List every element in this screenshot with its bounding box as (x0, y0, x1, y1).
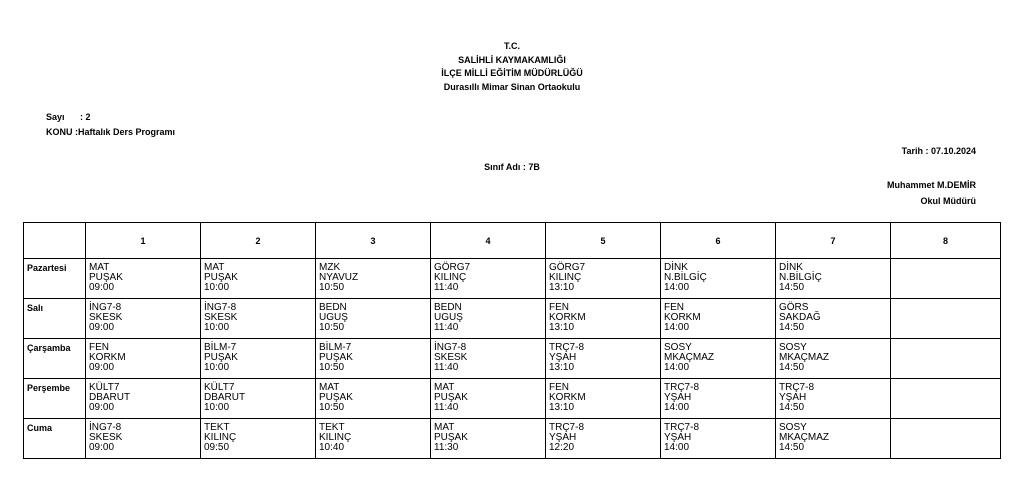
header-mudurluk: İLÇE MİLLİ EĞİTİM MÜDÜRLÜĞÜ (441, 68, 583, 78)
teacher-name: MKAÇMAZ (779, 352, 829, 363)
lesson-cell (86, 419, 201, 459)
lesson-code: MAT (434, 382, 455, 393)
lesson-code: TRÇ7-8 (779, 382, 815, 393)
day-cell: Çarşamba (24, 339, 86, 379)
lesson-time: 14:50 (779, 362, 805, 373)
header-cell-period: 8 (891, 223, 1001, 259)
lesson-code: TRÇ7-8 (549, 342, 585, 353)
teacher-name: SKESK (89, 432, 123, 443)
konu-value: :Haftalık Ders Programı (75, 127, 176, 137)
lesson-cell (661, 299, 776, 339)
signer-name: Muhammet M.DEMİR (886, 180, 976, 190)
teacher-name: NYAVUZ (319, 272, 359, 283)
table-row (24, 299, 1001, 339)
lesson-code: TRÇ7-8 (549, 422, 585, 433)
lesson-cell (776, 259, 891, 299)
lesson-time: 10:00 (204, 402, 230, 413)
teacher-name: MKAÇMAZ (664, 352, 714, 363)
lesson-cell (546, 339, 661, 379)
day-cell: Perşembe (24, 379, 86, 419)
lesson-time: 14:50 (779, 402, 805, 413)
lesson-code: MAT (434, 422, 455, 433)
lesson-cell (776, 339, 891, 379)
teacher-name: PUŞAK (319, 352, 353, 363)
lesson-cell (546, 299, 661, 339)
lesson-code: TEKT (204, 422, 230, 433)
lesson-time: 11:40 (434, 362, 459, 373)
lesson-code: SOSY (664, 342, 692, 353)
lesson-time: 11:40 (434, 322, 459, 333)
lesson-cell (316, 299, 431, 339)
lesson-cell (201, 379, 316, 419)
lesson-cell (776, 299, 891, 339)
lesson-cell (891, 419, 1001, 459)
lesson-time: 09:50 (204, 442, 230, 453)
lesson-time: 13:10 (549, 322, 575, 333)
sayi-label: Sayı (46, 112, 65, 122)
table-row (24, 339, 1001, 379)
header-cell-period: 7 (776, 223, 891, 259)
teacher-name: PUŞAK (204, 272, 238, 283)
lesson-time: 14:50 (779, 442, 805, 453)
lesson-cell (86, 339, 201, 379)
table-row (24, 419, 1001, 459)
lesson-code: MAT (319, 382, 340, 393)
teacher-name: N.BİLGİÇ (664, 272, 707, 283)
lesson-code: İNG7-8 (204, 302, 237, 313)
lesson-time: 14:00 (664, 322, 690, 333)
teacher-name: DBARUT (204, 392, 246, 403)
header-cell-period: 5 (546, 223, 661, 259)
lesson-code: SOSY (779, 342, 807, 353)
konu-label: KONU (46, 127, 73, 137)
day-cell: Pazartesi (24, 259, 86, 299)
lesson-cell (86, 259, 201, 299)
header-cell-corner (24, 223, 86, 259)
header-row (24, 223, 1001, 259)
lesson-code: GÖRS (779, 302, 809, 313)
teacher-name: YŞAH (549, 352, 577, 363)
table-row (24, 379, 1001, 419)
lesson-time: 09:00 (89, 362, 115, 373)
teacher-name: KILINÇ (319, 432, 352, 443)
lesson-code: TEKT (319, 422, 345, 433)
teacher-name: KORKM (664, 312, 701, 323)
lesson-code: FEN (664, 302, 684, 313)
lesson-code: İNG7-8 (434, 342, 467, 353)
lesson-time: 10:40 (319, 442, 345, 453)
lesson-time: 10:50 (319, 322, 345, 333)
lesson-time: 14:50 (779, 322, 805, 333)
sayi-line (46, 112, 91, 122)
lesson-cell (201, 339, 316, 379)
lesson-time: 14:00 (664, 282, 690, 293)
lesson-cell (661, 259, 776, 299)
lesson-time: 14:00 (664, 362, 690, 373)
lesson-code: BEDN (434, 302, 462, 313)
lesson-cell (316, 379, 431, 419)
lesson-time: 12:20 (549, 442, 575, 453)
lesson-code: GÖRG7 (434, 262, 471, 273)
lesson-cell (661, 379, 776, 419)
teacher-name: KORKM (549, 392, 586, 403)
schedule-table (23, 222, 1001, 459)
lesson-code: TRÇ7-8 (664, 382, 700, 393)
lesson-time: 09:00 (89, 402, 115, 413)
teacher-name: KILINÇ (549, 272, 582, 283)
header-tc: T.C. (503, 41, 520, 51)
lesson-time: 13:10 (549, 282, 575, 293)
teacher-name: YŞAH (779, 392, 807, 403)
lesson-code: GÖRG7 (549, 262, 586, 273)
konu-line (46, 127, 175, 137)
lesson-code: BİLM-7 (319, 342, 352, 353)
teacher-name: UGUŞ (434, 312, 463, 323)
teacher-name: YŞAH (664, 432, 692, 443)
teacher-name: PUŞAK (434, 392, 468, 403)
header-cell-period: 1 (86, 223, 201, 259)
lesson-code: İNG7-8 (89, 422, 122, 433)
lesson-code: SOSY (779, 422, 807, 433)
teacher-name: SKESK (89, 312, 123, 323)
lesson-cell (661, 419, 776, 459)
lesson-code: KÜLT7 (204, 382, 235, 393)
date: Tarih : 07.10.2024 (901, 146, 976, 156)
lesson-time: 13:10 (549, 362, 575, 373)
teacher-name: KILINÇ (204, 432, 237, 443)
class-name: Sınıf Adı : 7B (484, 162, 540, 172)
lesson-cell (546, 379, 661, 419)
lesson-time: 10:50 (319, 282, 345, 293)
header-cell-period: 6 (661, 223, 776, 259)
lesson-code: MAT (89, 262, 110, 273)
lesson-cell (431, 379, 546, 419)
lesson-time: 14:00 (664, 442, 690, 453)
lesson-cell (431, 339, 546, 379)
lesson-code: FEN (549, 382, 569, 393)
teacher-name: YŞAH (549, 432, 577, 443)
lesson-code: BEDN (319, 302, 347, 313)
lesson-time: 14:00 (664, 402, 690, 413)
teacher-name: PUŞAK (89, 272, 123, 283)
lesson-cell (661, 339, 776, 379)
header-cell-period: 2 (201, 223, 316, 259)
teacher-name: KORKM (549, 312, 586, 323)
lesson-code: İNG7-8 (89, 302, 122, 313)
lesson-cell (431, 259, 546, 299)
lesson-time: 10:50 (319, 362, 345, 373)
lesson-code: MZK (319, 262, 341, 273)
lesson-cell (86, 299, 201, 339)
lesson-time: 10:00 (204, 322, 230, 333)
lesson-cell (316, 419, 431, 459)
header-cell-period: 4 (431, 223, 546, 259)
header-cell-period: 3 (316, 223, 431, 259)
lesson-cell (776, 419, 891, 459)
lesson-cell (891, 299, 1001, 339)
teacher-name: YŞAH (664, 392, 692, 403)
lesson-time: 13:10 (549, 402, 575, 413)
sayi-value: : 2 (80, 112, 91, 122)
lesson-code: DİNK (664, 262, 688, 273)
teacher-name: KORKM (89, 352, 126, 363)
lesson-cell (86, 379, 201, 419)
lesson-cell (316, 259, 431, 299)
lesson-time: 10:00 (204, 282, 230, 293)
lesson-cell (776, 379, 891, 419)
lesson-cell (891, 379, 1001, 419)
lesson-time: 10:50 (319, 402, 345, 413)
teacher-name: KILINÇ (434, 272, 467, 283)
signer-title: Okul Müdürü (920, 196, 976, 206)
lesson-time: 11:30 (434, 442, 459, 453)
lesson-code: FEN (549, 302, 569, 313)
lesson-cell (201, 419, 316, 459)
lesson-time: 09:00 (89, 282, 115, 293)
lesson-cell (201, 299, 316, 339)
lesson-time: 11:40 (434, 402, 459, 413)
teacher-name: SAKDAĞ (779, 312, 821, 323)
lesson-time: 10:00 (204, 362, 230, 373)
lesson-cell (431, 419, 546, 459)
table-row (24, 259, 1001, 299)
teacher-name: DBARUT (89, 392, 131, 403)
header-kaymakamlik: SALİHLİ KAYMAKAMLIĞI (458, 54, 566, 65)
lesson-code: FEN (89, 342, 109, 353)
lesson-code: DİNK (779, 262, 803, 273)
lesson-cell (546, 259, 661, 299)
lesson-cell (316, 339, 431, 379)
lesson-time: 09:00 (89, 442, 115, 453)
lesson-time: 11:40 (434, 282, 459, 293)
lesson-cell (201, 259, 316, 299)
teacher-name: SKESK (434, 352, 468, 363)
teacher-name: N.BİLGİÇ (779, 272, 822, 283)
day-cell: Cuma (24, 419, 86, 459)
teacher-name: MKAÇMAZ (779, 432, 829, 443)
teacher-name: PUŞAK (204, 352, 238, 363)
lesson-time: 09:00 (89, 322, 115, 333)
lesson-code: BİLM-7 (204, 342, 237, 353)
header-school: Durasıllı Mimar Sinan Ortaokulu (443, 81, 581, 92)
lesson-code: KÜLT7 (89, 382, 120, 393)
lesson-code: MAT (204, 262, 225, 273)
lesson-time: 14:50 (779, 282, 805, 293)
lesson-code: TRÇ7-8 (664, 422, 700, 433)
schedule-body (24, 259, 1001, 459)
lesson-cell (431, 299, 546, 339)
lesson-cell (546, 419, 661, 459)
document-header (0, 40, 1024, 94)
teacher-name: SKESK (204, 312, 238, 323)
teacher-name: UGUŞ (319, 312, 348, 323)
teacher-name: PUŞAK (434, 432, 468, 443)
day-cell: Salı (24, 299, 86, 339)
teacher-name: PUŞAK (319, 392, 353, 403)
lesson-cell (891, 259, 1001, 299)
lesson-cell (891, 339, 1001, 379)
